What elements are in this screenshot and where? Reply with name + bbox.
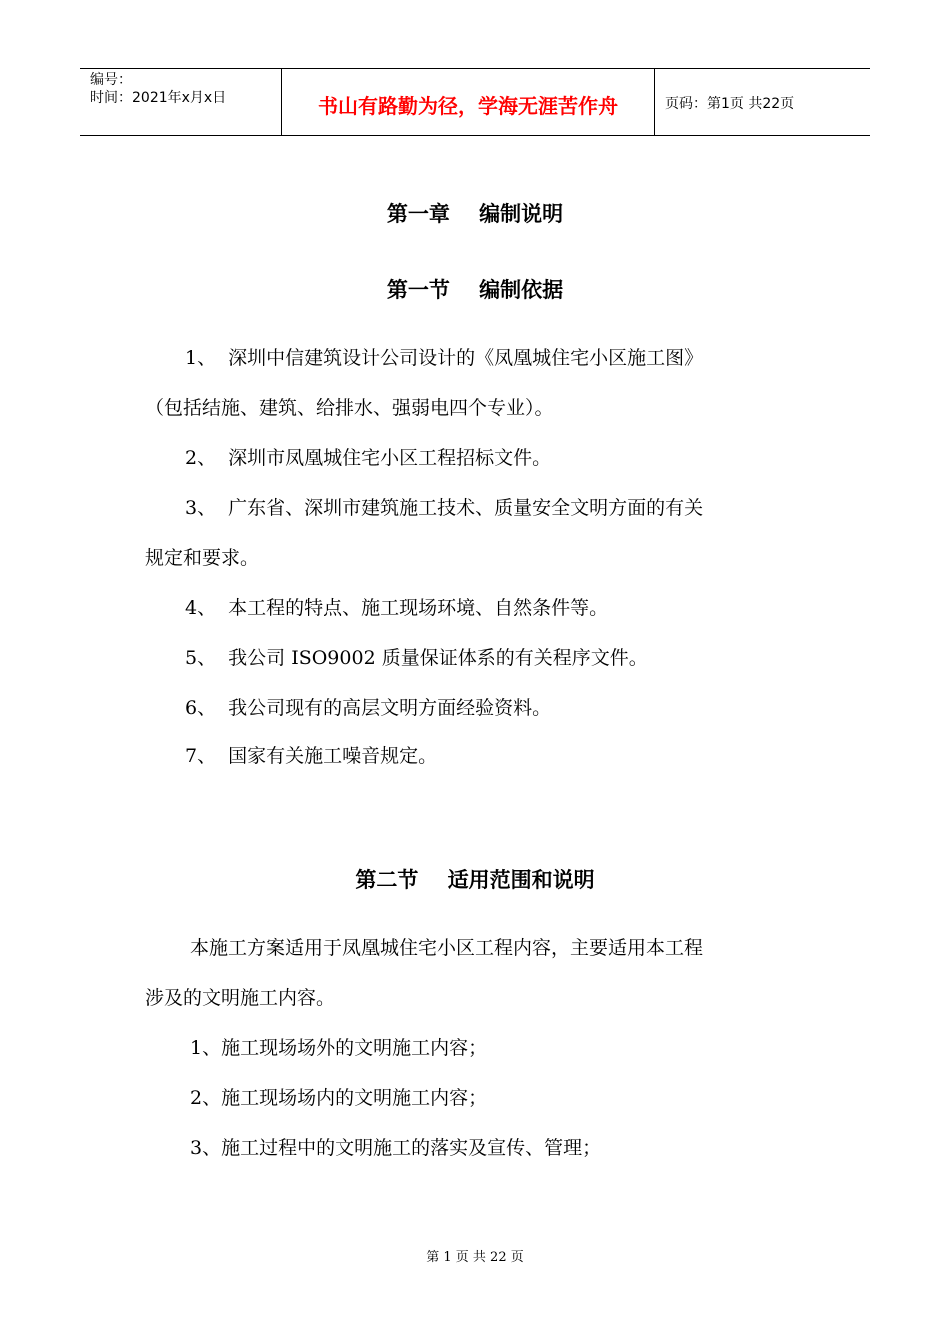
section1-item: 2、 深圳市凤凰城住宅小区工程招标文件。 <box>185 447 552 469</box>
section1-item: 5、 我公司 ISO9002 质量保证体系的有关程序文件。 <box>185 647 648 669</box>
section2-item: 1、施工现场场外的文明施工内容； <box>190 1037 488 1059</box>
chapter-title: 第一章 编制说明 <box>386 202 564 226</box>
page-footer: 第 1 页 共 22 页 <box>426 1250 524 1265</box>
header-motto: 书山有路勤为径，学海无涯苦作舟 <box>282 69 655 135</box>
page-header <box>80 68 870 136</box>
section2-title: 第二节 适用范围和说明 <box>355 868 595 892</box>
section1-item: 4、 本工程的特点、施工现场环境、自然条件等。 <box>185 597 609 619</box>
section1-item: 3、 广东省、深圳市建筑施工技术、质量安全文明方面的有关 <box>185 497 704 519</box>
header-meta <box>80 69 282 135</box>
section1-title: 第一节 编制依据 <box>386 278 564 302</box>
header-page-info: 页码：第1页 共22页 <box>665 96 795 112</box>
section2-item: 本施工方案适用于凤凰城住宅小区工程内容，主要适用本工程 <box>190 937 704 959</box>
document-number-label: 编号： <box>90 72 132 88</box>
section2-item: 涉及的文明施工内容。 <box>145 987 336 1009</box>
section1-item: 规定和要求。 <box>145 547 260 569</box>
document-date: 时间：2021年x月x日 <box>90 90 227 106</box>
section1-item: 7、 国家有关施工噪音规定。 <box>185 745 438 767</box>
section2-item: 3、施工过程中的文明施工的落实及宣传、管理； <box>190 1137 602 1159</box>
section1-item: 1、 深圳中信建筑设计公司设计的《凤凰城住宅小区施工图》 <box>185 347 704 369</box>
section1-item: （包括结施、建筑、给排水、强弱电四个专业）。 <box>145 397 554 419</box>
section2-item: 2、施工现场场内的文明施工内容； <box>190 1087 488 1109</box>
section1-item: 6、 我公司现有的高层文明方面经验资料。 <box>185 697 552 719</box>
